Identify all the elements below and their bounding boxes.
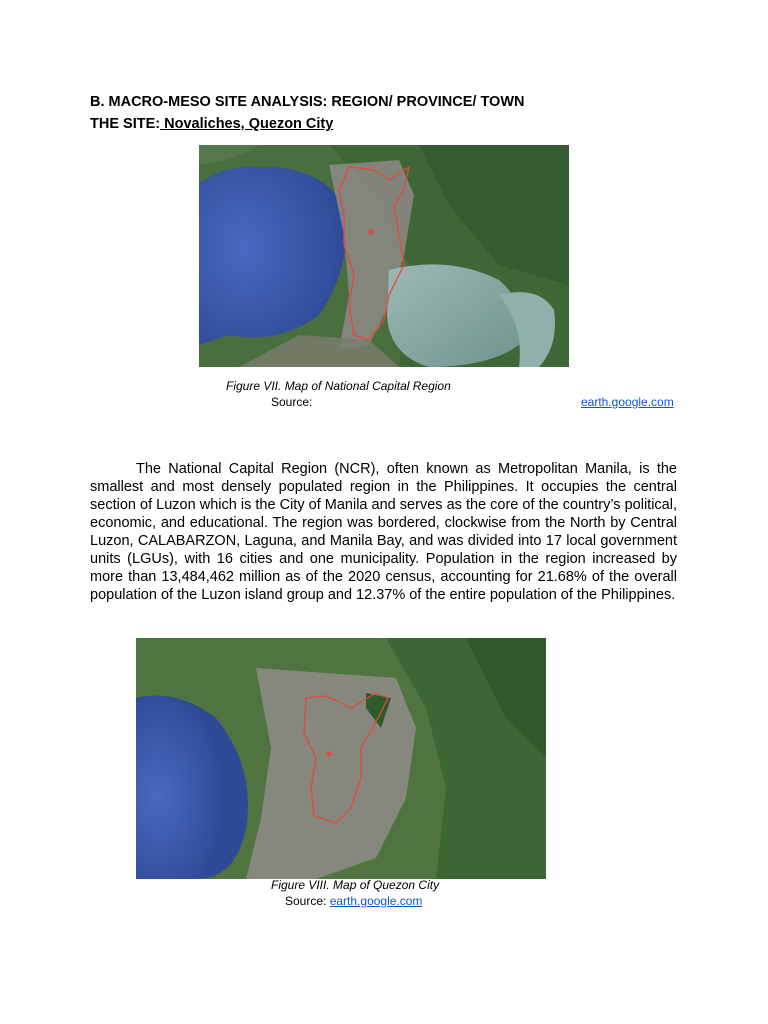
location-pin-icon [369,230,374,235]
ncr-description-paragraph: The National Capital Region (NCR), often known as Metropolitan Manila, is the smallest and most densely populated region in the Philippines. It occupies the central section of Luzon which is the City of Manila and serves as the core of the country’s political, economic, and educational. The region was bordered, clockwise from the North by Central Luzon, CALABARZON, Laguna, and Manila Bay, and was divided into 17 local government units (LGUs), with 16 cities and one municipality. Population in the region increased by more than 13,484,462 million as of the 2020 census, accounting for 21.68% of the overall population of the Luzon island group and 12.37% of the entire population of the Philippines. [90,461,677,603]
site-label: THE SITE: [90,116,161,132]
source-link-earth-google[interactable]: earth.google.com [329,894,423,908]
ncr-map-image [199,145,569,367]
section-heading: B. MACRO-MESO SITE ANALYSIS: REGION/ PROVINCE/ TOWN [90,94,525,110]
figure-caption-quezon-city: Figure VIII. Map of Quezon City [271,878,440,892]
site-line [90,116,333,132]
location-pin-icon [327,752,332,757]
figure-caption-ncr: Figure VII. Map of National Capital Region [226,379,451,393]
figure-source-label: Source: [271,395,313,409]
figure-source-line [285,894,422,908]
source-link-earth-google[interactable]: earth.google.com [581,395,674,409]
site-name: Novaliches, Quezon City [160,116,334,132]
quezon-city-map-image [136,638,546,879]
figure-source-label: Source: [285,894,327,908]
